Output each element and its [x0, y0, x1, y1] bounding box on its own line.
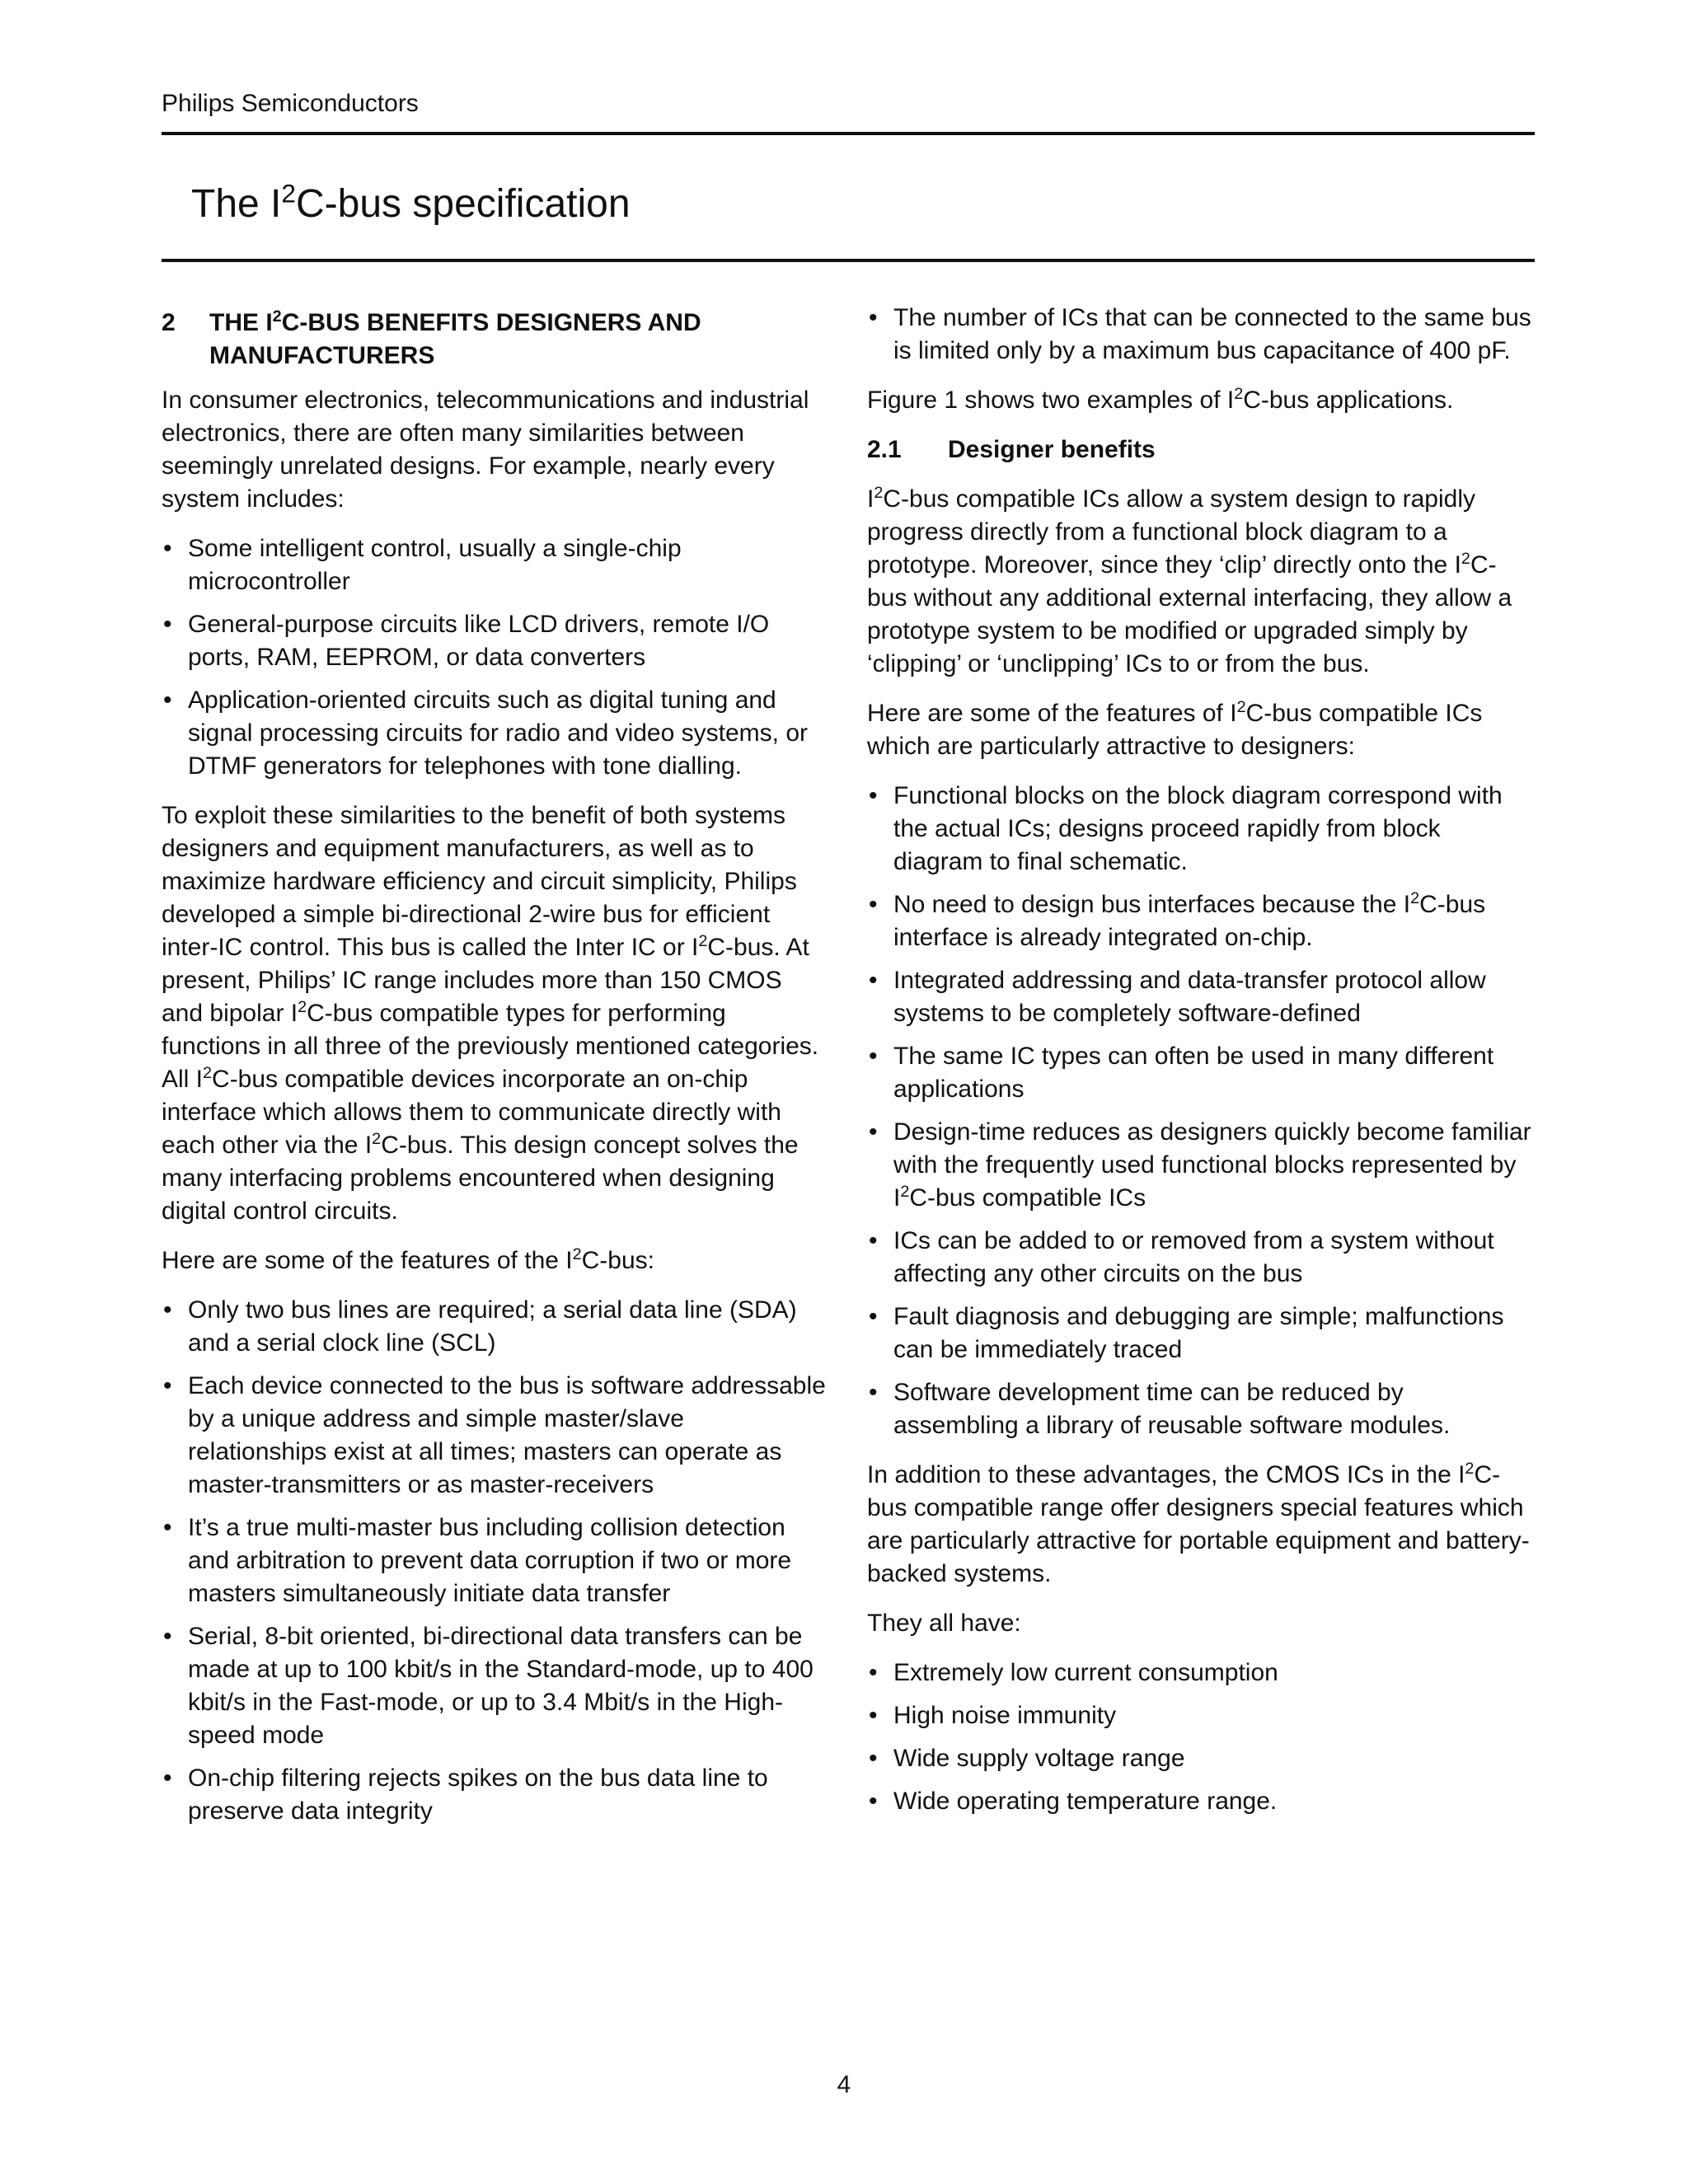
- list-item: • Some intelligent control, usually a single-chip microcontroller: [162, 532, 828, 598]
- list-item: • Integrated addressing and data-transfer protocol allow systems to be completely software-defined: [867, 964, 1535, 1030]
- designer-features-intro: Here are some of the features of $I^2C$-bus compatible ICs which are particularly attractive to designers:: [867, 698, 1483, 760]
- list-item: • Design-time reduces as designers quickly become familiar with the frequently used functional blocks represented by $I^2C$-bus compatible ICs: [867, 1116, 1535, 1215]
- features-list-continued: [867, 302, 1535, 368]
- designer-paragraph: $I^2C$-bus compatible ICs allow a system design to rapidly progress directly from a functional block diagram to a prototype. Moreover, since they ‘clip’ directly onto the $I^2C$-bus without any additional external interfacing, they allow a prototype system to be modified or upgraded simply by ‘clipping’ or ‘unclipping’ ICs to or from the bus.: [867, 484, 1512, 677]
- list-item: • Functional blocks on the block diagram correspond with the actual ICs; designs proceed rapidly from block diagram to final schematic.: [867, 780, 1535, 879]
- list-item: • No need to design bus interfaces because the $I^2C$-bus interface is already integrated on-chip.: [867, 888, 1535, 954]
- list-item: • Wide supply voltage range: [867, 1742, 1535, 1775]
- page-number: 4: [837, 2071, 851, 2098]
- list-item: • ICs can be added to or removed from a system without affecting any other circuits on the bus: [867, 1225, 1535, 1291]
- list-item: • Extremely low current consumption: [867, 1657, 1535, 1690]
- right-column: [867, 302, 1535, 1835]
- section-heading: [162, 307, 828, 373]
- section-number: 2: [162, 309, 176, 336]
- list-item: • Serial, 8-bit oriented, bi-directional data transfers can be made at up to 100 kbit/s in the Standard-mode, up to 400 kbit/s in the Fast-mode, or up to 3.4 Mbit/s in the High-speed mode: [162, 1620, 828, 1752]
- list-item: • Only two bus lines are required; a serial data line (SDA) and a serial clock line (SCL): [162, 1294, 828, 1360]
- exploit-paragraph: To exploit these similarities to the benefit of both systems designers and equipment manufacturers, as well as to maximize hardware efficiency and circuit simplicity, Philips developed a simple bi-directional 2-wire bus for efficient inter-IC control. This bus is called the Inter IC or $I^2C$-bus. At present, Philips’ IC range includes more than 150 CMOS and bipolar $I^2C$-bus compatible types for performing functions in all three of the previously mentioned categories. All $I^2C$-bus compatible devices incorporate an on-chip interface which allows them to communicate directly with each other via the $I^2C$-bus. This design concept solves the many interfacing problems encountered when designing digital control circuits.: [162, 802, 819, 1225]
- list-item: • It’s a true multi-master bus including collision detection and arbitration to prevent data corruption if two or more masters simultaneously initiate data transfer: [162, 1511, 828, 1610]
- list-item: • The number of ICs that can be connected to the same bus is limited only by a maximum bus capacitance of 400 pF.: [867, 302, 1535, 368]
- list-item: • The same IC types can often be used in many different applications: [867, 1040, 1535, 1106]
- system-items-list: [162, 532, 828, 783]
- list-item: • Each device connected to the bus is software addressable by a unique address and simple master/slave relationships exist at all times; masters can operate as master-transmitters or as master-receivers: [162, 1370, 828, 1502]
- company-name: Philips Semiconductors: [162, 90, 419, 117]
- list-item: • Software development time can be reduced by assembling a library of reusable software modules.: [867, 1376, 1535, 1442]
- list-item: • Wide operating temperature range.: [867, 1785, 1535, 1818]
- document-title: The $I^2C$-bus specification: [191, 178, 631, 226]
- header-rule-top: [162, 132, 1535, 135]
- list-item: • Fault diagnosis and debugging are simple; malfunctions can be immediately traced: [867, 1301, 1535, 1366]
- section-title: THE $I^2C$-BUS BENEFITS DESIGNERS AND MANUFACTURERS: [209, 307, 701, 369]
- cmos-paragraph: In addition to these advantages, the CMOS ICs in the $I^2C$-bus compatible range offer designers special features which are particularly attractive for portable equipment and battery-backed systems.: [867, 1460, 1530, 1587]
- figure-reference: Figure 1 shows two examples of $I^2C$-bus applications.: [867, 385, 1454, 414]
- header-rule-bottom: [162, 259, 1535, 262]
- intro-paragraph: In consumer electronics, telecommunications and industrial electronics, there are often many similarities between seemingly unrelated designs. For example, nearly every system includes:: [162, 387, 809, 513]
- have-list: [867, 1657, 1535, 1818]
- list-item: • General-purpose circuits like LCD drivers, remote I/O ports, RAM, EEPROM, or data converters: [162, 608, 828, 674]
- subsection-number: 2.1: [867, 436, 902, 463]
- they-all-have: They all have:: [867, 1610, 1021, 1637]
- list-item: • On-chip filtering rejects spikes on the bus data line to preserve data integrity: [162, 1762, 828, 1828]
- list-item: • Application-oriented circuits such as digital tuning and signal processing circuits for radio and video systems, or DTMF generators for telephones with tone dialling.: [162, 684, 828, 783]
- left-column: [162, 307, 828, 1844]
- subsection-heading: [867, 434, 1535, 466]
- designer-features-list: [867, 780, 1535, 1442]
- features-list: [162, 1294, 828, 1828]
- features-intro: Here are some of the features of the $I^2C$-bus:: [162, 1245, 654, 1274]
- subsection-title: Designer benefits: [948, 436, 1156, 463]
- list-item: • High noise immunity: [867, 1699, 1535, 1732]
